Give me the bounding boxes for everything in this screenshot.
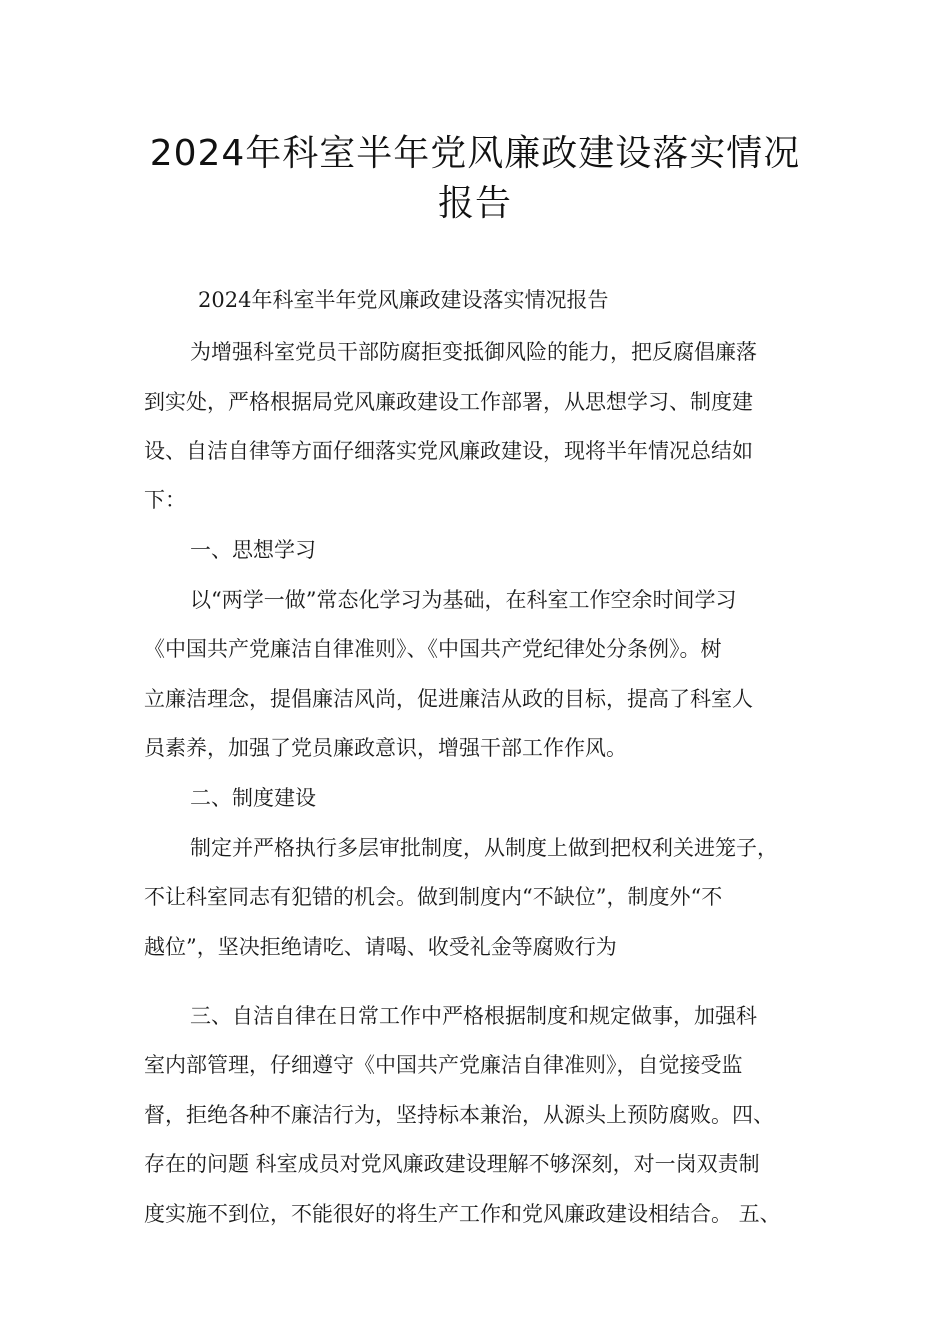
body-line: 员素养，加强了党员廉政意识，增强干部工作作风。 [144, 736, 627, 760]
body-line: 不让科室同志有犯错的机会。做到制度内“不缺位”，制度外“不 [144, 885, 723, 909]
section-heading: 二、制度建设 [190, 786, 316, 810]
body-line: 《中国共产党廉洁自律准则》、《中国共产党纪律处分条例》。树 [144, 637, 722, 661]
body-line: 到实处，严格根据局党风廉政建设工作部署，从思想学习、制度建 [144, 390, 753, 414]
body-line: 立廉洁理念，提倡廉洁风尚，促进廉洁从政的目标，提高了科室人 [144, 687, 753, 711]
body-line: 室内部管理，仔细遵守《中国共产党廉洁自律准则》，自觉接受监 [144, 1053, 743, 1077]
document-title-line-2: 报告 [437, 183, 512, 224]
body-line: 设、自洁自律等方面仔细落实党风廉政建设，现将半年情况总结如 [144, 439, 753, 463]
subtitle-line: 2024年科室半年党风廉政建设落实情况报告 [198, 288, 609, 312]
body-line: 以“两学一做”常态化学习为基础，在科室工作空余时间学习 [190, 588, 737, 612]
body-line: 三、自洁自律在日常工作中严格根据制度和规定做事，加强科 [190, 1004, 757, 1028]
body-line: 度实施不到位，不能很好的将生产工作和党风廉政建设相结合。 五、 [144, 1202, 781, 1226]
body-line: 越位”，坚决拒绝请吃、请喝、收受礼金等腐败行为 [144, 935, 617, 959]
body-line: 为增强科室党员干部防腐拒变抵御风险的能力，把反腐倡廉落 [190, 340, 757, 364]
body-line: 下： [144, 488, 186, 512]
body-line: 制定并严格执行多层审批制度，从制度上做到把权利关进笼子， [190, 836, 778, 860]
body-line: 存在的问题 科室成员对党风廉政建设理解不够深刻，对一岗双责制 [144, 1152, 760, 1176]
document-title-line-1: 2024年科室半年党风廉政建设落实情况 [149, 133, 801, 174]
section-heading: 一、思想学习 [190, 538, 316, 562]
body-line: 督，拒绝各种不廉洁行为，坚持标本兼治，从源头上预防腐败。四、 [144, 1103, 774, 1127]
